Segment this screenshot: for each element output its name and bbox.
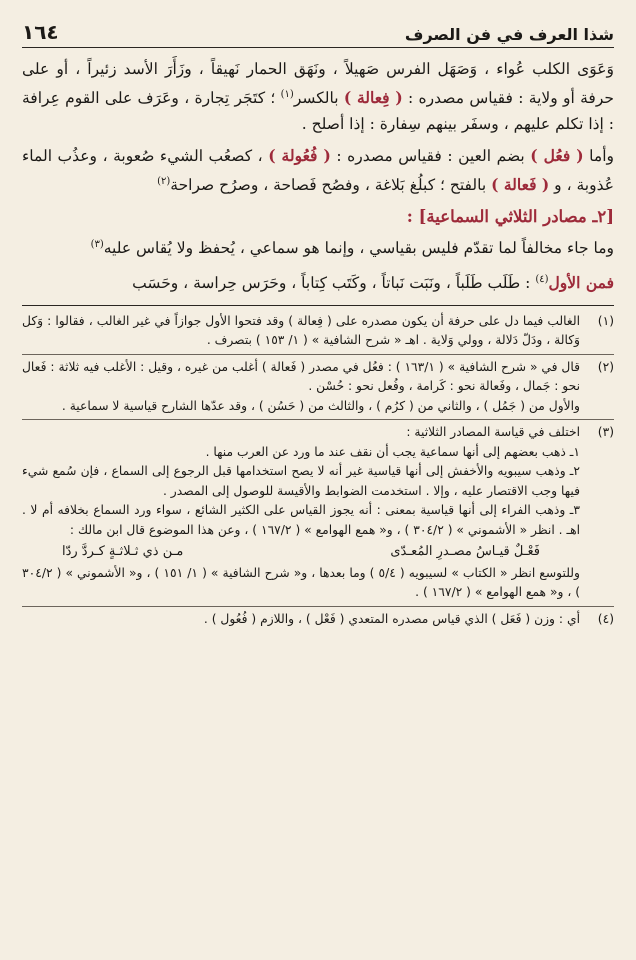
- book-page: [22, 12, 614, 950]
- footnote-separator: [22, 606, 614, 607]
- page-header: [22, 12, 614, 48]
- footnote-line: والأول من ( جَمُل ) ، والثاني من ( كرُم ) ، والثالث من ( حَسُن ) ، وقد عدّها الشارح قياسية لا سماعية .: [61, 398, 580, 413]
- page-number: ١٦٤: [22, 20, 59, 44]
- paragraph: فمن الأول$^{(٤)}$ : طَلَب طَلَباً ، ونَبَت نَباتاً ، وكَتَب كِتاباً ، وحَرَس حِراسة ، وحَسَب: [132, 273, 614, 293]
- poetry-verse: [22, 540, 580, 564]
- footnote: [22, 312, 614, 351]
- footnote-divider: [22, 305, 614, 306]
- term: فمن الأول: [548, 273, 614, 293]
- footnote-line: قال في « شرح الشافية » ( ١٦٣/١ ) : فعُل في مصدر ( فَعالة ) أغلب من غيره ، وقيل : الأغلب فيه ثلاثة : فَعال نحو : جَمال ، وفَعالة نحو : كَرامة ، وفُعل نحو : حُسْن .: [22, 359, 580, 394]
- term: ( فعُل ): [530, 146, 584, 166]
- main-text: [22, 56, 614, 297]
- verse-hemistich: فَعْـلٌ قيـاسُ مصـدرِ المُعـدّى: [390, 544, 540, 560]
- footnote: [22, 358, 614, 417]
- footnote-number: (٤): [597, 611, 614, 626]
- footnote-ref: (٤): [535, 274, 549, 286]
- footnote-line: أي : وزن ( فَعَل ) الذي قياس مصدره المتعدي ( فَعْل ) ، واللازم ( فُعُول ) .: [203, 611, 580, 626]
- running-title: شذا العرف في فن الصرف: [404, 25, 614, 44]
- footnote-separator: [22, 354, 614, 355]
- footnote-ref: (٢): [157, 176, 171, 188]
- footnote-line: ٢ـ وذهب سيبويه والأخفش إلى أنها قياسية غير أنه لا يصح استخدامها قبل الرجوع إلى السماع ، فإن سُمع شيء فيها وجب الاقتصار عليه ، وإلا . استخدمت الضوابط والأقيسة للوصول إلى المصدر .: [22, 464, 580, 498]
- footnote-number: (١): [597, 313, 614, 328]
- footnote-ref: (١): [280, 89, 294, 100]
- term: ( فُعُولة ): [268, 146, 331, 166]
- footnotes: [22, 312, 614, 630]
- footnote: [22, 423, 614, 603]
- footnote-line: وللتوسع انظر « الكتاب » لسيبويه ( ٥/٤ ) وما بعدها ، و« شرح الشافية » ( ١/ ١٥١ ) ، و« الأشموني » ( ٣٠٤/٢ ) ، و« همع الهوامع » ( ١٦٧/٢ ) .: [22, 565, 580, 600]
- term: ( فِعالة ): [343, 88, 403, 108]
- footnote-line: الغالب فيما دل على حرفة أن يكون مصدره على ( فِعالة ) وقد فتحوا الأول جوازاً في غير الغالب ، فقالوا : وَكل وَكالة ، ودَلّ دَلالة ، وولي وَلاية . اهـ « شرح الشافية » ( ١/ ١٥٣ ) بتصرف .: [22, 313, 580, 348]
- footnote: [22, 610, 614, 630]
- footnote-number: (٣): [597, 425, 614, 440]
- footnote-separator: [22, 419, 614, 420]
- footnote-line: ١ـ ذهب بعضهم إلى أنها سماعية يجب أن نقف عند ما ورد عن العرب منها .: [205, 444, 580, 459]
- section-heading: [٢ـ مصادر الثلاثي السماعية] :: [406, 207, 614, 227]
- footnote-number: (٢): [597, 359, 614, 374]
- verse-hemistich: مـن ذي ثـلاثـةٍ كـردَّ ردّا: [62, 544, 184, 560]
- footnote-line: ٣ـ وذهب الفراء إلى أنها قياسية بمعنى : أنه يجوز القياس على الكثير الشائع ، سواء ورد السماع بخلافه أم لا . اهـ . انظر « الأشموني » ( ٣٠٤/٢ ) ، و« همع الهوامع » ( ١٦٧/٢ ) ، وعن هذا الموضوع قال ابن مالك :: [22, 503, 580, 537]
- paragraph: وأما ( فعُل ) بضم العين : فقياس مصدره : ( فُعُولة ) ، كصعُب الشيء صُعوبة ، وعذُب الماء عُذوبة ، و ( فَعالة ) بالفتح ؛ كبلُغ بَلاغة ، وفصُح فَصاحة ، وصرُح صراحة$^{(٢)}$: [22, 146, 614, 195]
- paragraph: وَعَوَى الكلب عُواء ، وَصَهَل الفرس صَهيلاً ، ونَهَق الحمار نَهيقاً ، وزَأَرَ الأسد زئيراً ، أو على حرفة أو ولاية : فقياس مصدره : ( فِعالة ) بالكسر$^{(١)}$ ؛ كتَجَر تِجارة ، وعَرَف على القوم عِرافة : إذا تكلم عليهم ، وسفَر بينهم سِفارة : إذا أصلح .: [22, 60, 614, 134]
- footnote-ref: (٣): [90, 239, 104, 251]
- paragraph: وما جاء مخالفاً لما تقدّم فليس بقياسي ، وإنما هو سماعي ، يُحفظ ولا يُقاس عليه$^{(٣)}$: [90, 239, 614, 258]
- footnote-line: اختلف في قياسة المصادر الثلاثية :: [406, 425, 580, 440]
- term: ( فَعالة ): [491, 175, 550, 195]
